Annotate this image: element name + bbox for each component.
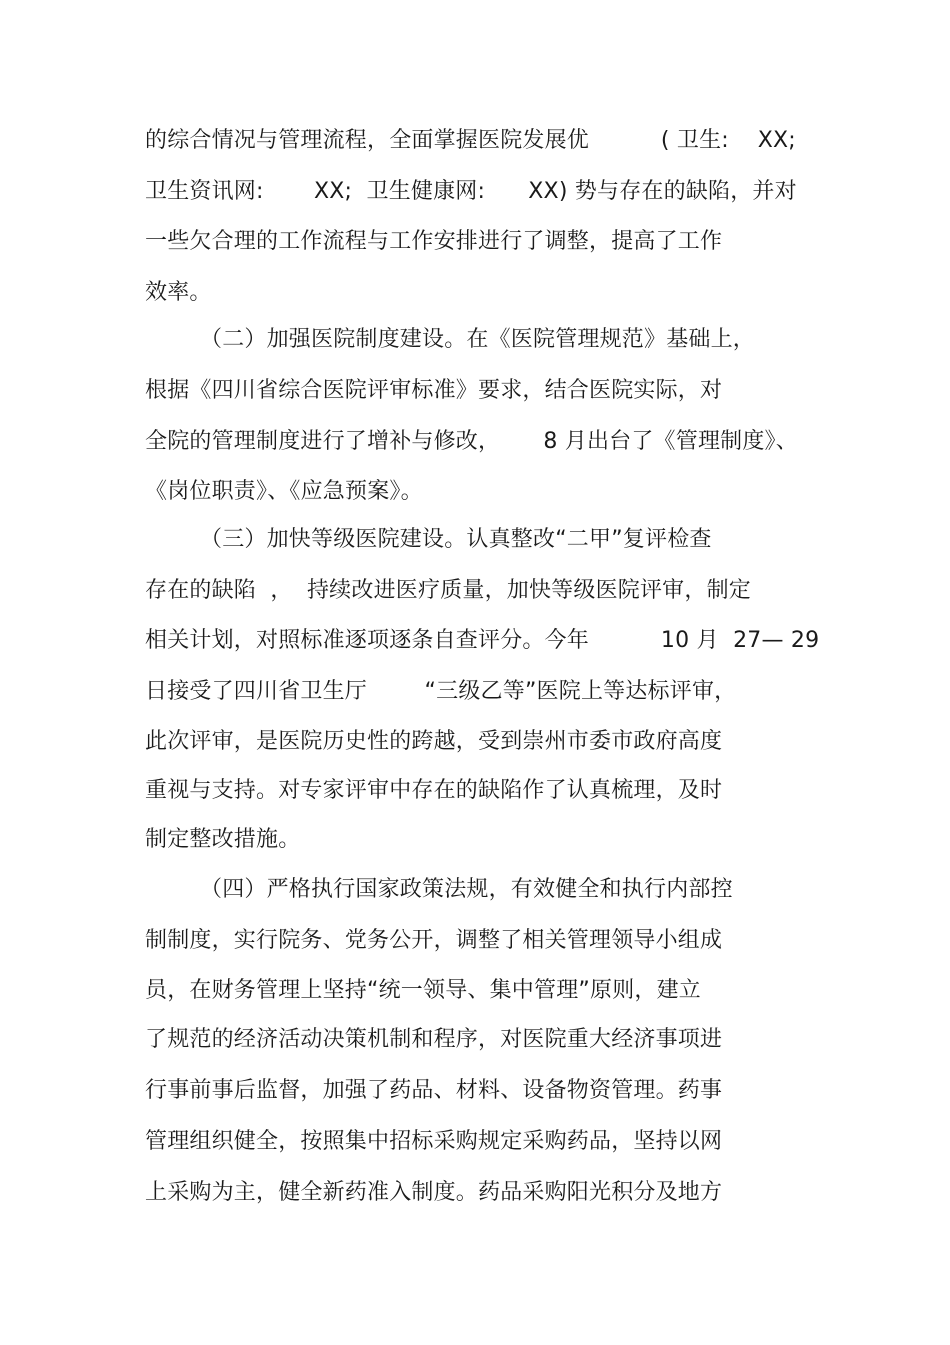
- text-line: 存在的缺陷 ， 持续改进医疗质量，加快等级医院评审，制定: [145, 578, 751, 603]
- paragraph-heading-line: （二）加强医院制度建设。在《医院管理规范》基础上，: [200, 327, 756, 352]
- text-line: 全院的管理制度进行了增补与修改， 8 月出台了《管理制度》、: [145, 429, 798, 454]
- text-line: 日接受了四川省卫生厅 “三级乙等”医院上等达标评审，: [145, 679, 737, 704]
- text-line: 一些欠合理的工作流程与工作安排进行了调整，提高了工作: [145, 229, 723, 254]
- text-line: 行事前事后监督，加强了药品、材料、设备物资管理。药事: [145, 1078, 723, 1103]
- text-line: 根据《四川省综合医院评审标准》要求，结合医院实际，对: [145, 378, 723, 403]
- text-line: 卫生资讯网: XX; 卫生健康网: XX) 势与存在的缺陷，并对: [145, 179, 797, 204]
- text-line: 制制度，实行院务、党务公开，调整了相关管理领导小组成: [145, 928, 723, 953]
- text-line: 相关计划，对照标准逐项逐条自查评分。今年 10 月 27— 29: [145, 628, 820, 653]
- text-line: 管理组织健全，按照集中招标采购规定采购药品，坚持以网: [145, 1129, 723, 1154]
- text-line: 员，在财务管理上坚持“统一领导、集中管理”原则，建立: [145, 978, 701, 1003]
- text-line: 此次评审，是医院历史性的跨越，受到崇州市委市政府高度: [145, 729, 723, 754]
- text-line: 上采购为主，健全新药准入制度。药品采购阳光积分及地方: [145, 1180, 723, 1205]
- text-line: 制定整改措施。: [145, 827, 301, 852]
- text-line: 重视与支持。对专家评审中存在的缺陷作了认真梳理，及时: [145, 778, 723, 803]
- paragraph-heading-line: （三）加快等级医院建设。认真整改“二甲”复评检查: [200, 527, 712, 552]
- text-line: 《岗位职责》、《应急预案》。: [145, 479, 423, 504]
- paragraph-heading-line: （四）严格执行国家政策法规，有效健全和执行内部控: [200, 877, 733, 902]
- text-line: 了规范的经济活动决策机制和程序，对医院重大经济事项进: [145, 1027, 723, 1052]
- text-line: 效率。: [145, 280, 212, 305]
- text-line: 的综合情况与管理流程，全面掌握医院发展优 ( 卫生: XX;: [145, 128, 796, 153]
